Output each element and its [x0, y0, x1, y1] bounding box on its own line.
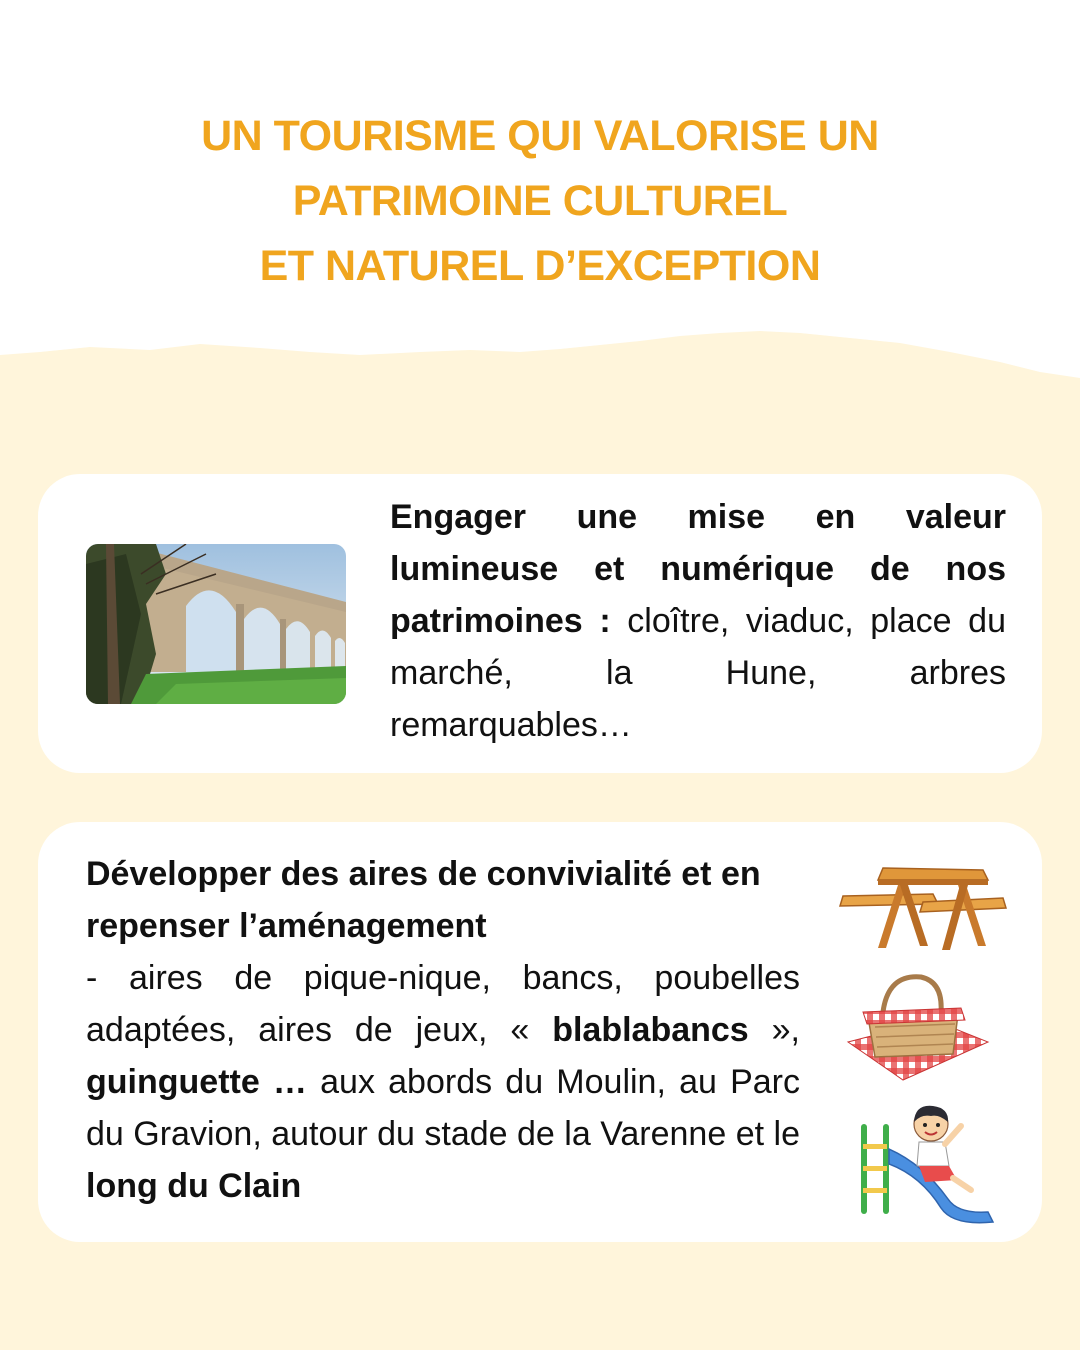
- title-line-3: ET NATUREL D’EXCEPTION: [259, 242, 821, 290]
- conviviality-part-3: aux abords du Moulin, au Parc du Gravion, autour du stade de la Varenne et le: [86, 1063, 801, 1153]
- title-line-2: PATRIMOINE CULTUREL: [292, 177, 788, 225]
- conviviality-part-2: »,: [748, 1011, 800, 1049]
- conviviality-bold-1: blablabancs: [552, 1011, 749, 1049]
- heritage-card: [38, 474, 1042, 773]
- conviviality-card: [38, 822, 1042, 1242]
- conviviality-text: [86, 848, 800, 1212]
- child-slide-icon: [853, 1104, 1003, 1224]
- heritage-text: [390, 491, 1006, 751]
- page-title: [0, 104, 1080, 299]
- conviviality-bold-2: guinguette …: [86, 1063, 307, 1101]
- picnic-table-icon: [838, 858, 1008, 958]
- heritage-text-bold: Engager une mise en valeur lumineuse et numérique de nos patrimoines :: [390, 498, 1006, 640]
- title-line-1: UN TOURISME QUI VALORISE UN: [201, 112, 879, 160]
- conviviality-heading: Développer des aires de convivialité et en repenser l’aménagement: [86, 855, 761, 945]
- viaduct-photo: [86, 544, 346, 704]
- conviviality-part-1: - aires de pique-nique, bancs, poubelles adaptées, aires de jeux, «: [86, 959, 800, 1049]
- heritage-text-rest: cloître, viaduc, place du marché, la Hune, arbres remarquables…: [390, 602, 1006, 744]
- conviviality-bold-3: long du Clain: [86, 1167, 302, 1205]
- picnic-basket-icon: [843, 972, 993, 1087]
